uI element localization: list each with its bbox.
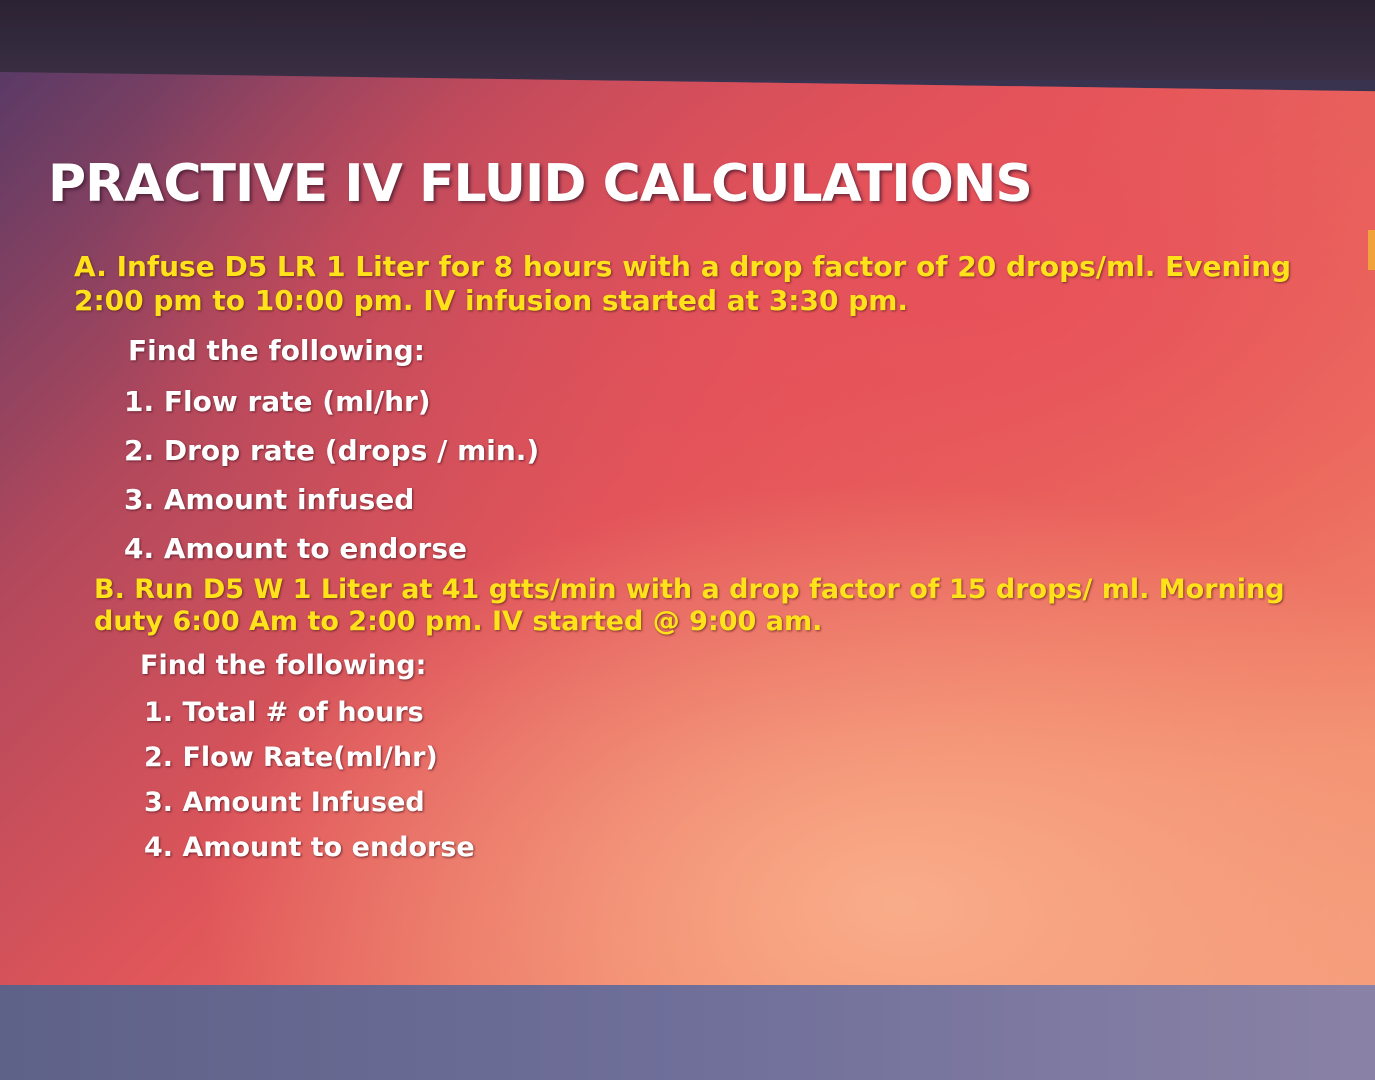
slide-edge-accent (1368, 230, 1375, 270)
monitor-bezel-bottom (0, 985, 1375, 1080)
list-item: 2. Drop rate (drops / min.) (124, 434, 540, 467)
problem-a-text: A. Infuse D5 LR 1 Liter for 8 hours with a drop factor of 20 drops/ml. Evening 2:00 pm to 10:00 pm. IV infusion started at 3:30 pm. (74, 250, 1292, 317)
list-item: 1. Total # of hours (144, 697, 424, 728)
presentation-slide (0, 72, 1375, 1041)
list-item: 3. Amount Infused (144, 787, 425, 818)
find-following-label-a: Find the following: (128, 334, 425, 367)
list-item: 1. Flow rate (ml/hr) (124, 385, 431, 418)
list-item: 3. Amount infused (124, 483, 415, 516)
problem-b-text: B. Run D5 W 1 Liter at 41 gtts/min with a drop factor of 15 drops/ ml. Morning duty 6:00 Am to 2:00 pm. IV started @ 9:00 am. (94, 574, 1285, 637)
slide-title: PRACTIVE IV FLUID CALCULATIONS (48, 154, 1032, 214)
monitor-bezel-top (0, 0, 1375, 80)
problem-b-list (144, 694, 475, 874)
problem-a-list (124, 382, 539, 578)
list-item: 4. Amount to endorse (124, 532, 467, 565)
find-following-label-b: Find the following: (140, 650, 427, 681)
slide-content (0, 72, 1375, 1022)
list-item: 2. Flow Rate(ml/hr) (144, 742, 438, 773)
list-item: 4. Amount to endorse (144, 832, 475, 863)
